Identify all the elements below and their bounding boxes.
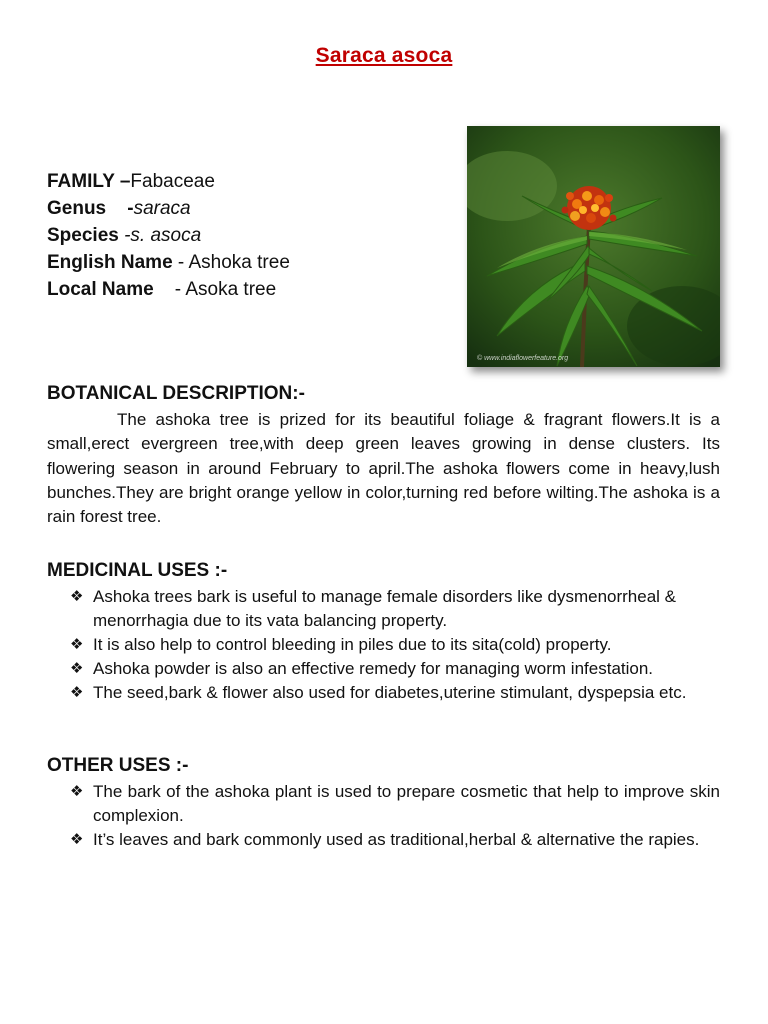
botanical-description-body: The ashoka tree is prized for its beautiful foliage & fragrant flowers.It is a small,erect evergreen tree,with deep green leaves growing in dense clusters. Its flowering season in around February to april.The ashoka flowers come in heavy,lush bunches.They are bright orange yellow in color,turning red before wilting.The ashoka is a rain forest tree. [47,410,720,527]
medicinal-uses-list [70,585,720,705]
info-row-genus [47,195,290,222]
ashoka-tree-photo [467,126,720,367]
info-key: English Name [47,252,173,273]
list-item-text: The seed,bark & flower also used for diabetes,uterine stimulant, dyspepsia etc. [93,683,687,702]
info-value: -s. asoca [118,225,202,246]
list-item-text: Ashoka powder is also an effective remedy for managing worm infestation. [93,659,654,678]
info-value: - Asoka tree [153,279,277,300]
info-key: Genus - [47,198,134,219]
info-row-local-name [47,276,290,303]
info-row-english-name [47,249,290,276]
list-item [70,585,720,633]
diamond-bullet-icon: ❖ [70,660,84,677]
list-item-text: Ashoka trees bark is useful to manage female disorders like dysmenorrheal & menorrhagia due to its vata balancing property. [93,587,677,630]
botanical-description-text [47,408,720,529]
info-key: FAMILY – [47,171,131,192]
info-row-species [47,222,290,249]
botanical-description-heading: BOTANICAL DESCRIPTION:- [47,383,305,404]
taxonomy-info [47,168,290,303]
list-item [70,681,720,705]
ashoka-flower-illustration [467,126,720,367]
info-value: saraca [133,198,191,219]
diamond-bullet-icon: ❖ [70,636,84,653]
list-item [70,657,720,681]
list-item [70,780,720,828]
diamond-bullet-icon: ❖ [70,684,84,701]
diamond-bullet-icon: ❖ [70,831,84,848]
info-key: Local Name [47,279,154,300]
page-title: Saraca asoca [315,44,453,67]
list-item [70,633,720,657]
list-item [70,828,720,852]
info-key: Species [47,225,119,246]
list-item-text: The bark of the ashoka plant is used to prepare cosmetic that help to improve skin complexion. [93,782,720,825]
medicinal-uses-heading: MEDICINAL USES :- [47,560,228,581]
diamond-bullet-icon: ❖ [70,783,84,800]
info-row-family [47,168,290,195]
list-item-text: It is also help to control bleeding in piles due to its sita(cold) property. [93,635,612,654]
info-value: Fabaceae [130,171,215,192]
photo-watermark: © www.indiaflowerfeature.org [477,355,569,362]
list-item-text: It’s leaves and bark commonly used as traditional,herbal & alternative the rapies. [93,830,700,849]
other-uses-list [70,780,720,852]
info-value: - Ashoka tree [172,252,290,273]
diamond-bullet-icon: ❖ [70,588,84,605]
other-uses-heading: OTHER USES :- [47,755,189,776]
